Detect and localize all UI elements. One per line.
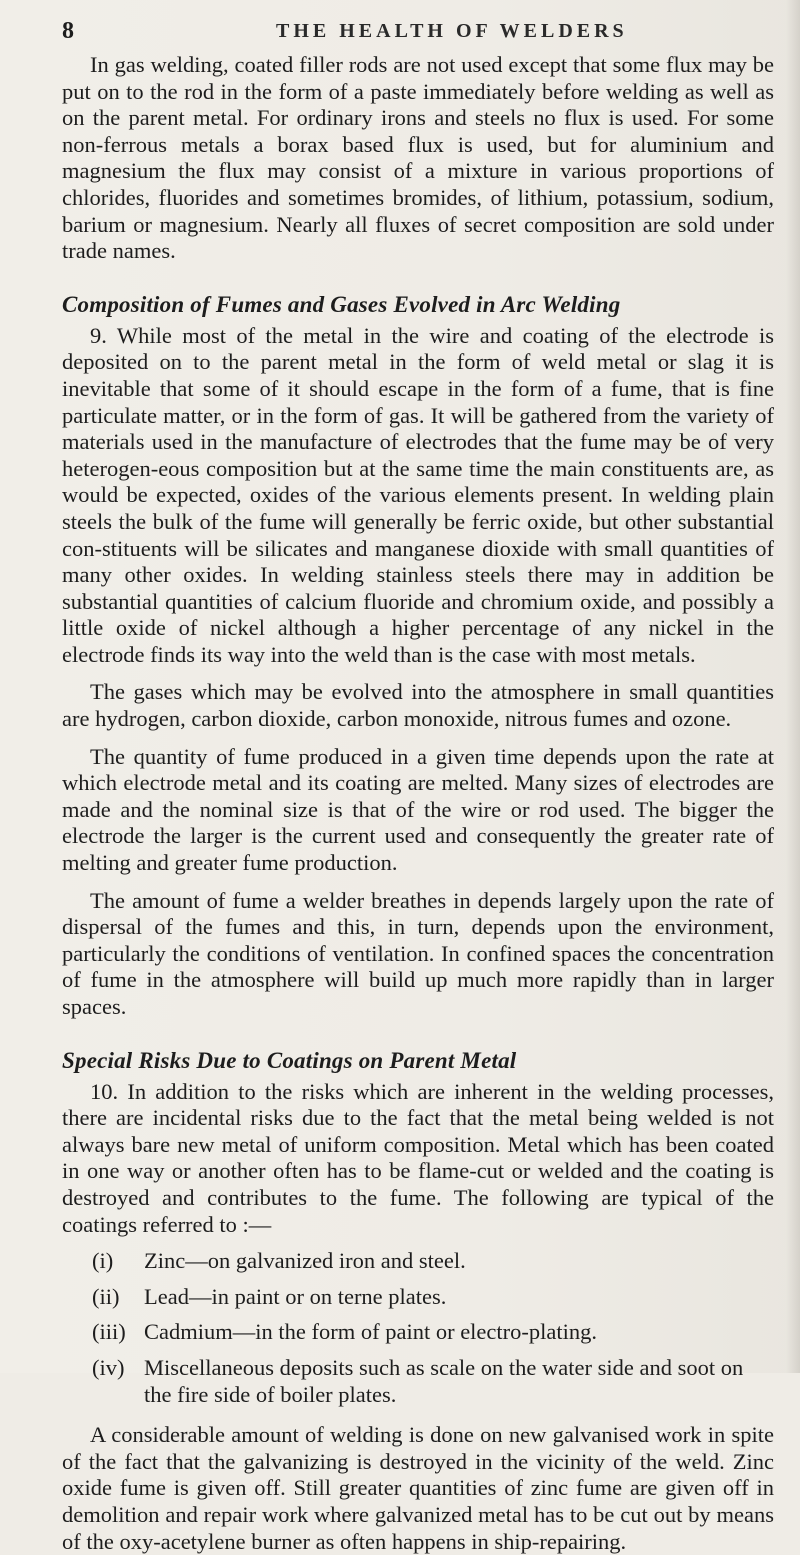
list-item-number: (i)	[92, 1248, 114, 1274]
paragraph-10-incidental-risks: 10. In addition to the risks which are inherent in the welding processes, there are incidental risks due to the fact that the metal being welded is not always bare new metal of uniform composition. Metal which has been coated in one way or another often has to be flame-cut or welded and the coating is destroyed and contributes to the fume. The following are typical of the coatings referred to :—	[62, 1078, 774, 1237]
running-header	[62, 18, 774, 48]
paragraph-galvanised-work: A considerable amount of welding is done on new galvanised work in spite of the fact that the galvanizing is destroyed in the vicinity of the weld. Zinc oxide fume is given off. Still greater quantities of zinc fume are given off in demolition and repair work where galvanized metal has to be cut out by means of the oxy-acetylene burner as often happens in ship-repairing.	[62, 1422, 774, 1554]
running-title: THE HEALTH OF WELDERS	[276, 20, 628, 42]
page-number: 8	[62, 18, 75, 44]
paragraph-gas-welding: In gas welding, coated filler rods are not used except that some flux may be put on to the rod in the form of a paste immediately before welding as well as on the parent metal. For ordinary irons and steels no flux is used. For some non-ferrous metals a borax based flux is used, but for aluminium and magnesium the flux may consist of a mixture in various proportions of chlorides, fluorides and sometimes bromides, of lithium, potassium, sodium, barium or magnesium. Nearly all fluxes of secret composition are sold under trade names.	[62, 52, 774, 264]
section-heading-special-risks: Special Risks Due to Coatings on Parent Metal	[62, 1047, 517, 1073]
paragraph-fume-quantity: The quantity of fume produced in a given time depends upon the rate at which electrode metal and its coating are melted. Many sizes of electrodes are made and the nominal size is that of the wire or rod used. The bigger the electrode the larger is the current used and consequently the greater rate of melting and greater fume production.	[62, 743, 774, 876]
page-content	[62, 18, 774, 1555]
paragraph-gases: The gases which may be evolved into the atmosphere in small quantities are hydrogen, carbon dioxide, carbon monoxide, nitrous fumes and ozone.	[62, 679, 774, 732]
list-item	[62, 1284, 774, 1311]
paragraph-9-fume-composition: 9. While most of the metal in the wire and coating of the electrode is deposited on to the parent metal in the form of weld metal or slag it is inevitable that some of it should escape in the form of a fume, that is fine particulate matter, or in the form of gas. It will be gathered from the variety of materials used in the manufacture of electrodes that the fume may be of very heterogen-eous composition but at the same time the main constituents are, as would be expected, oxides of the various elements present. In welding plain steels the bulk of the fume will generally be ferric oxide, but other substantial con-stituents will be silicates and manganese dioxide with small quantities of many other oxides. In welding stainless steels there may in addition be substantial quantities of calcium fluoride and chromium oxide, and possibly a little oxide of nickel although a higher percentage of any nickel in the electrode finds its way into the weld than is the case with most metals.	[62, 322, 774, 667]
list-item-text: Lead—in paint or on terne plates.	[144, 1283, 447, 1309]
list-item	[62, 1319, 774, 1346]
paragraph-fume-breathed: The amount of fume a welder breathes in depends largely upon the rate of dispersal of the fumes and this, in turn, depends upon the environment, particularly the conditions of ventilation. In confined spaces the concentration of fume in the atmosphere will build up much more rapidly than in larger spaces.	[62, 887, 774, 1019]
page-edge-shadow	[786, 0, 800, 1373]
list-item-text: Miscellaneous deposits such as scale on the water side and soot on the fire side of boiler plates.	[144, 1354, 744, 1407]
coatings-list	[62, 1248, 774, 1408]
list-item-number: (iii)	[92, 1319, 126, 1345]
list-item-number: (ii)	[92, 1283, 120, 1309]
list-item	[62, 1248, 774, 1275]
list-item	[62, 1355, 774, 1408]
section-heading-fume-composition: Composition of Fumes and Gases Evolved in Arc Welding	[62, 291, 621, 317]
list-item-text: Zinc—on galvanized iron and steel.	[144, 1248, 466, 1274]
list-item-number: (iv)	[92, 1354, 125, 1380]
list-item-text: Cadmium—in the form of paint or electro-plating.	[144, 1319, 598, 1345]
